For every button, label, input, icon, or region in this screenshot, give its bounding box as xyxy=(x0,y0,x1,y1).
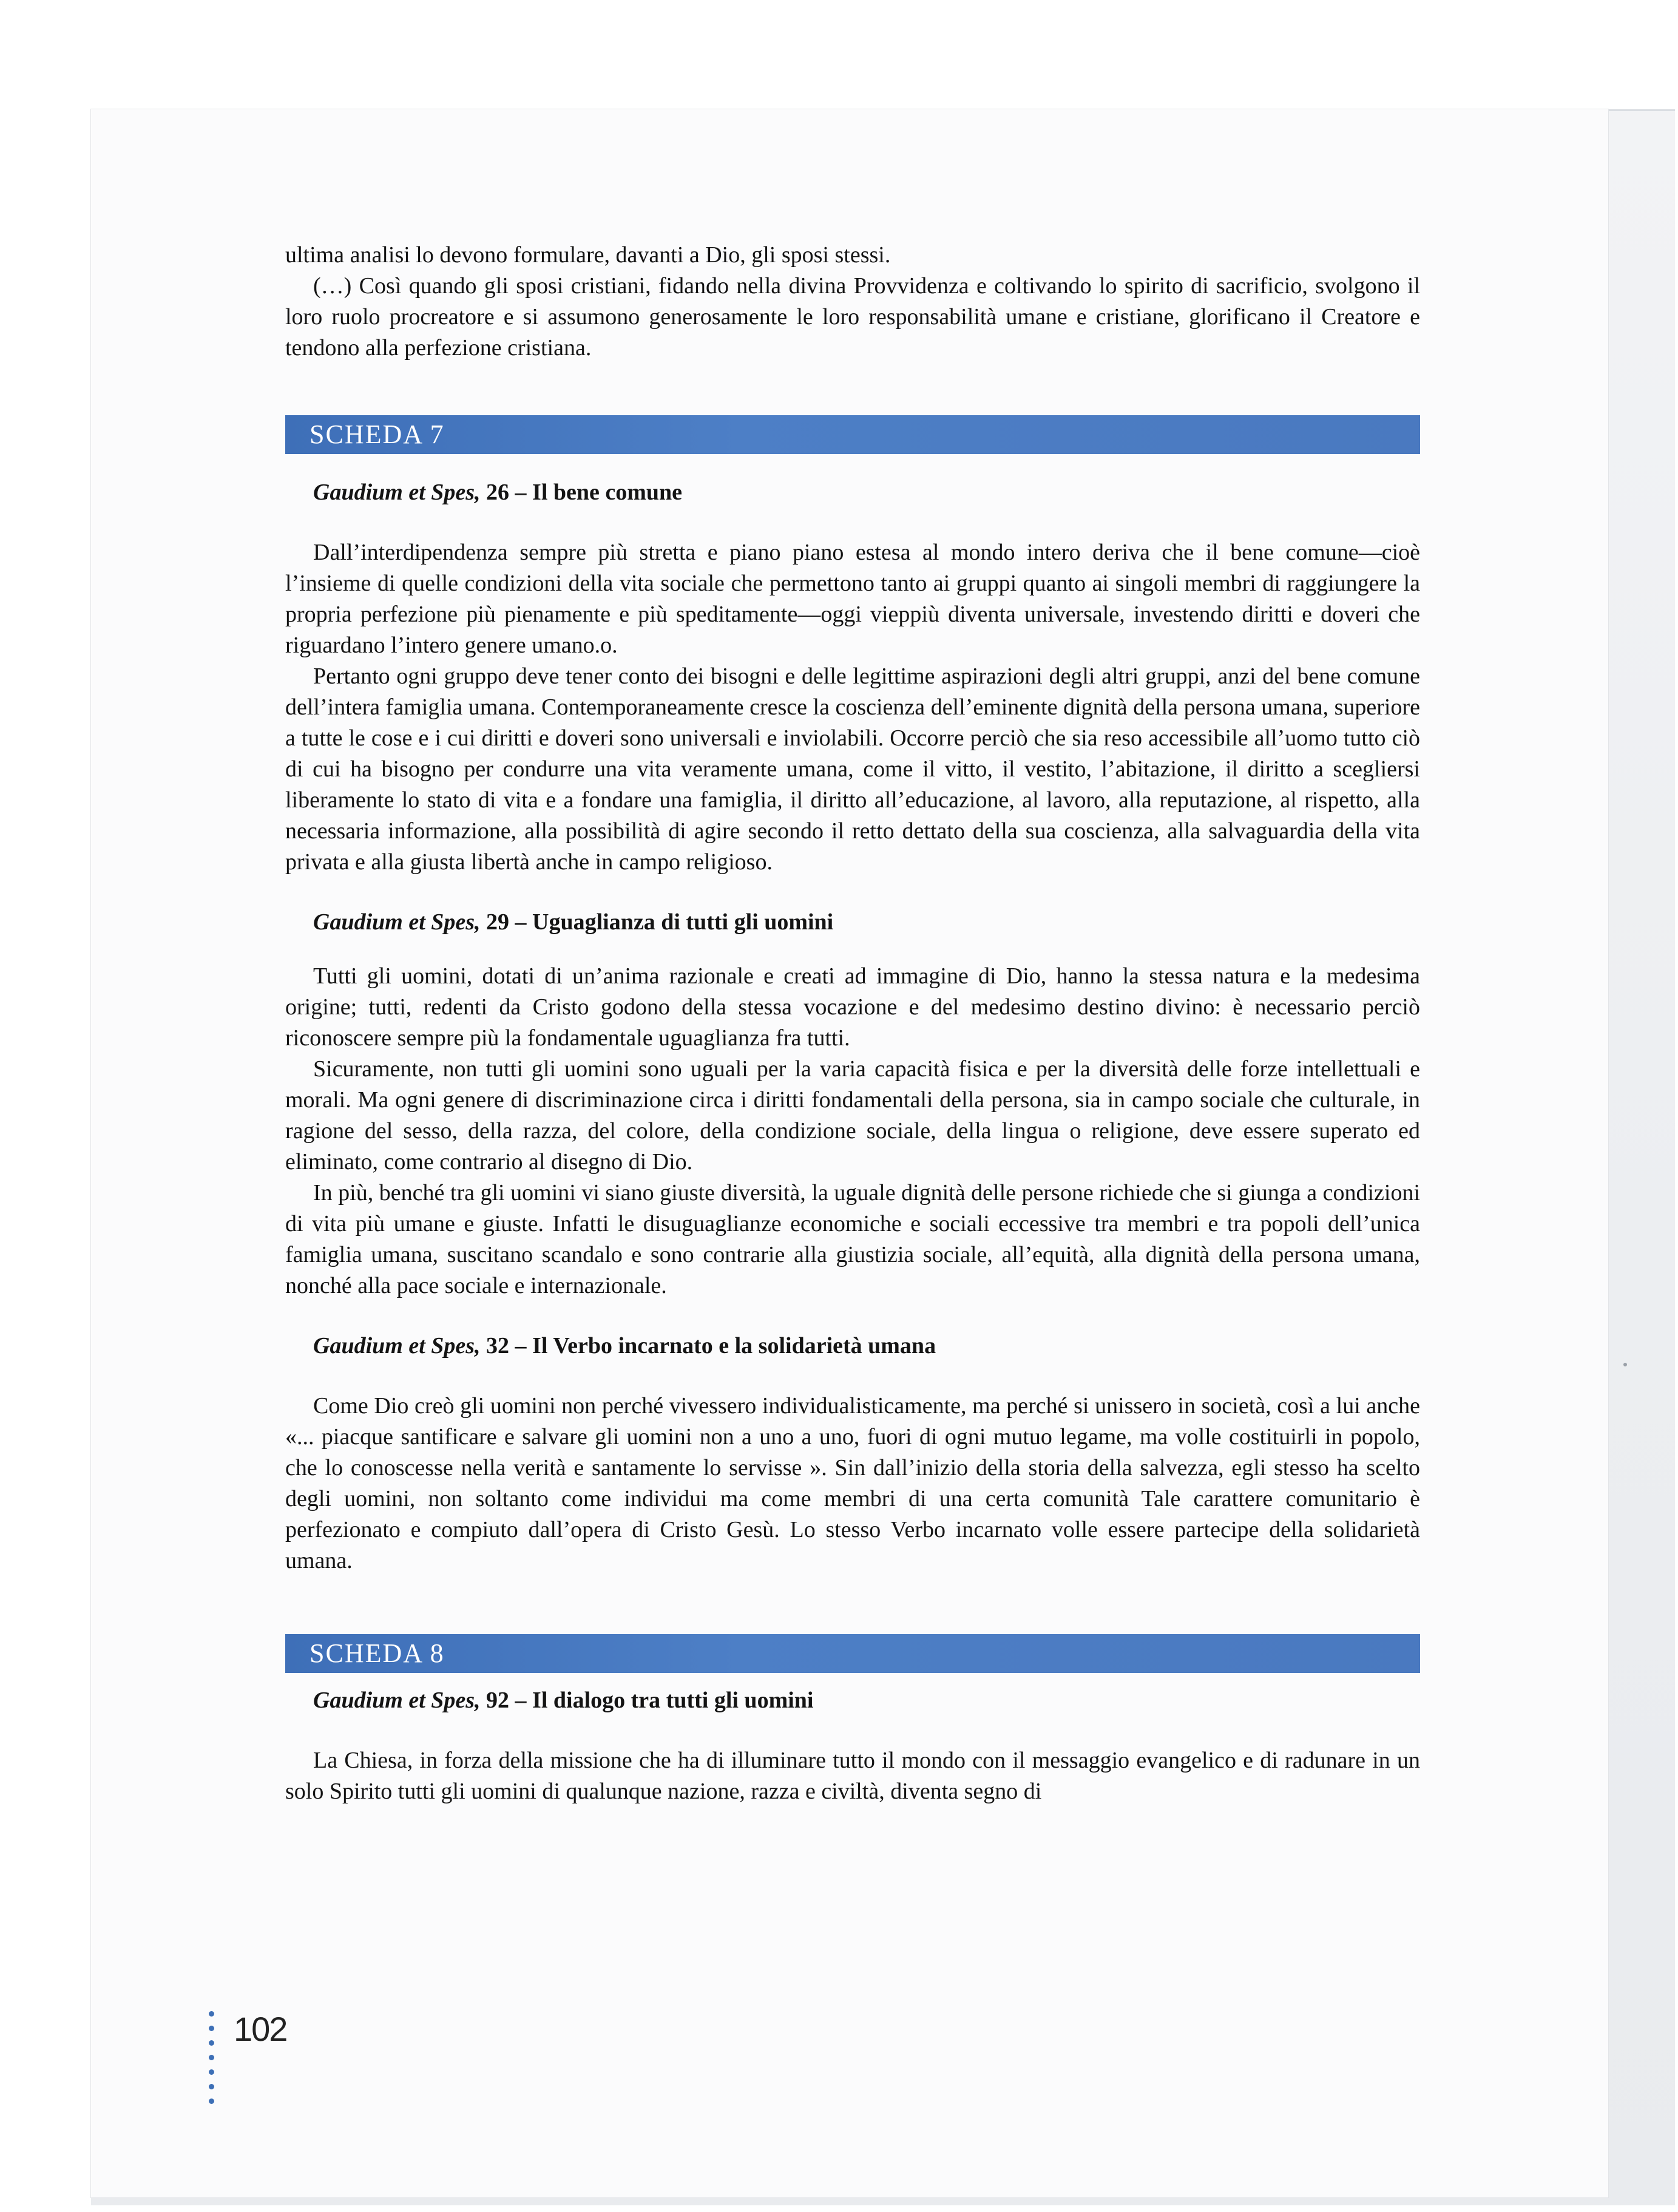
section-source: Gaudium et Spes, xyxy=(313,909,481,935)
section-29-paragraph-1: Tutti gli uomini, dotati di un’anima razionale e creati ad immagine di Dio, hanno la stessa natura e la medesima origine; tutti, redenti da Cristo godono della stessa vocazione e del medesimo destino divino: è necessario perciò riconoscere sempre più la fondamentale uguaglianza fra tutti. xyxy=(285,963,1420,1051)
scheda-8-band xyxy=(285,1634,1420,1673)
decor-dot xyxy=(209,2098,214,2104)
decor-dot xyxy=(209,2084,214,2089)
scheda-7-label: SCHEDA 7 xyxy=(310,419,445,449)
decor-dot xyxy=(209,2026,214,2031)
section-26-paragraph-1: Dall’interdipendenza sempre più stretta e piano piano estesa al mondo intero deriva che il bene comune—cioè l’insieme di quelle condizioni della vita sociale che permettono tanto ai gruppi quanto ai singoli membri di raggiungere la propria perfezione più pienamente e più speditamente—oggi vieppiù diventa universale, investendo diritti e doveri che riguardano l’intero genere umano.o. xyxy=(285,540,1420,658)
intro-paragraph: (…) Così quando gli sposi cristiani, fidando nella divina Provvidenza e coltivando lo spirito di sacrificio, svolgono il loro ruolo procreatore e si assumono generosamente le loro responsabilità umane e cristiane, glorificano il Creatore e tendono alla perfezione cristiana. xyxy=(285,273,1420,361)
scheda-7-band xyxy=(285,415,1420,454)
section-title: 32 – Il Verbo incarnato e la solidarietà umana xyxy=(480,1333,936,1359)
section-heading-26 xyxy=(313,477,1420,508)
section-heading-29 xyxy=(313,907,1420,938)
section-26-paragraph-2: Pertanto ogni gruppo deve tener conto dei bisogni e delle legittime aspirazioni degli altri gruppi, anzi del bene comune dell’intera famiglia umana. Contemporaneamente cresce la coscienza dell’eminente dignità della persona umana, superiore a tutte le cose e i cui diritti e doveri sono universali e inviolabili. Occorre perciò che sia reso accessibile all’uomo tutto ciò di cui ha bisogno per condurre una vita veramente umana, come il vitto, il vestito, l’abitazione, il diritto a scegliersi liberamente lo stato di vita e a fondare una famiglia, il diritto all’educazione, al lavoro, alla reputazione, al rispetto, alla necessaria informazione, alla possibilità di agire secondo il retto dettato della sua coscienza, alla salvaguardia della vita privata e alla giusta libertà anche in campo religioso. xyxy=(285,663,1420,875)
decor-dot xyxy=(209,2011,214,2017)
section-92-paragraph-1: La Chiesa, in forza della missione che ha di illuminare tutto il mondo con il messaggio evangelico e di radunare in un solo Spirito tutti gli uomini di qualunque nazione, razza e civiltà, diventa segno di xyxy=(285,1748,1420,1804)
scan-speck xyxy=(1623,1363,1627,1366)
page-content xyxy=(285,240,1420,1807)
scheda-8-label: SCHEDA 8 xyxy=(310,1638,445,1668)
section-source: Gaudium et Spes, xyxy=(313,480,481,505)
section-heading-32 xyxy=(313,1331,1420,1362)
decor-dot xyxy=(209,2055,214,2060)
section-title: 26 – Il bene comune xyxy=(480,480,683,505)
page-number-dots xyxy=(209,2006,215,2109)
section-29-paragraph-2: Sicuramente, non tutti gli uomini sono uguali per la varia capacità fisica e per la diversità delle forze intellettuali e morali. Ma ogni genere di discriminazione circa i diritti fondamentali della persona, sia in campo sociale che culturale, in ragione del sesso, della razza, del colore, della condizione sociale, della lingua o religione, deve essere superato ed eliminato, come contrario al disegno di Dio. xyxy=(285,1056,1420,1175)
section-29-paragraph-3: In più, benché tra gli uomini vi siano giuste diversità, la uguale dignità delle persone richiede che si giunga a condizioni di vita più umane e giuste. Infatti le disuguaglianze economiche e sociali eccessive tra membri e tra popoli dell’unica famiglia umana, suscitano scandalo e sono contrarie alla giustizia sociale, all’equità, alla dignità della persona umana, nonché alla pace sociale e internazionale. xyxy=(285,1180,1420,1298)
decor-dot xyxy=(209,2040,214,2046)
intro-line-1: ultima analisi lo devono formulare, davanti a Dio, gli sposi stessi. xyxy=(285,242,891,268)
decor-dot xyxy=(209,2069,214,2075)
section-source: Gaudium et Spes, xyxy=(313,1688,481,1713)
section-32-paragraph-1: Come Dio creò gli uomini non perché vivessero individualisticamente, ma perché si unissero in società, così a lui anche «... piacque santificare e salvare gli uomini non a uno a uno, fuori di ogni mutuo legame, ma volle costituirli in popolo, che lo conoscesse nella verità e santamente lo servisse ». Sin dall’inizio della storia della salvezza, egli stesso ha scelto degli uomini, non soltanto come individui ma come membri di una certa comunità Tale carattere comunitario è perfezionato e compiuto dall’opera di Cristo Gesù. Lo stesso Verbo incarnato volle essere partecipe della solidarietà umana. xyxy=(285,1393,1420,1573)
page-number: 102 xyxy=(234,2010,287,2048)
section-heading-92 xyxy=(313,1685,1420,1716)
section-title: 92 – Il dialogo tra tutti gli uomini xyxy=(480,1688,814,1713)
section-source: Gaudium et Spes, xyxy=(313,1333,481,1359)
section-title: 29 – Uguaglianza di tutti gli uomini xyxy=(480,909,834,935)
